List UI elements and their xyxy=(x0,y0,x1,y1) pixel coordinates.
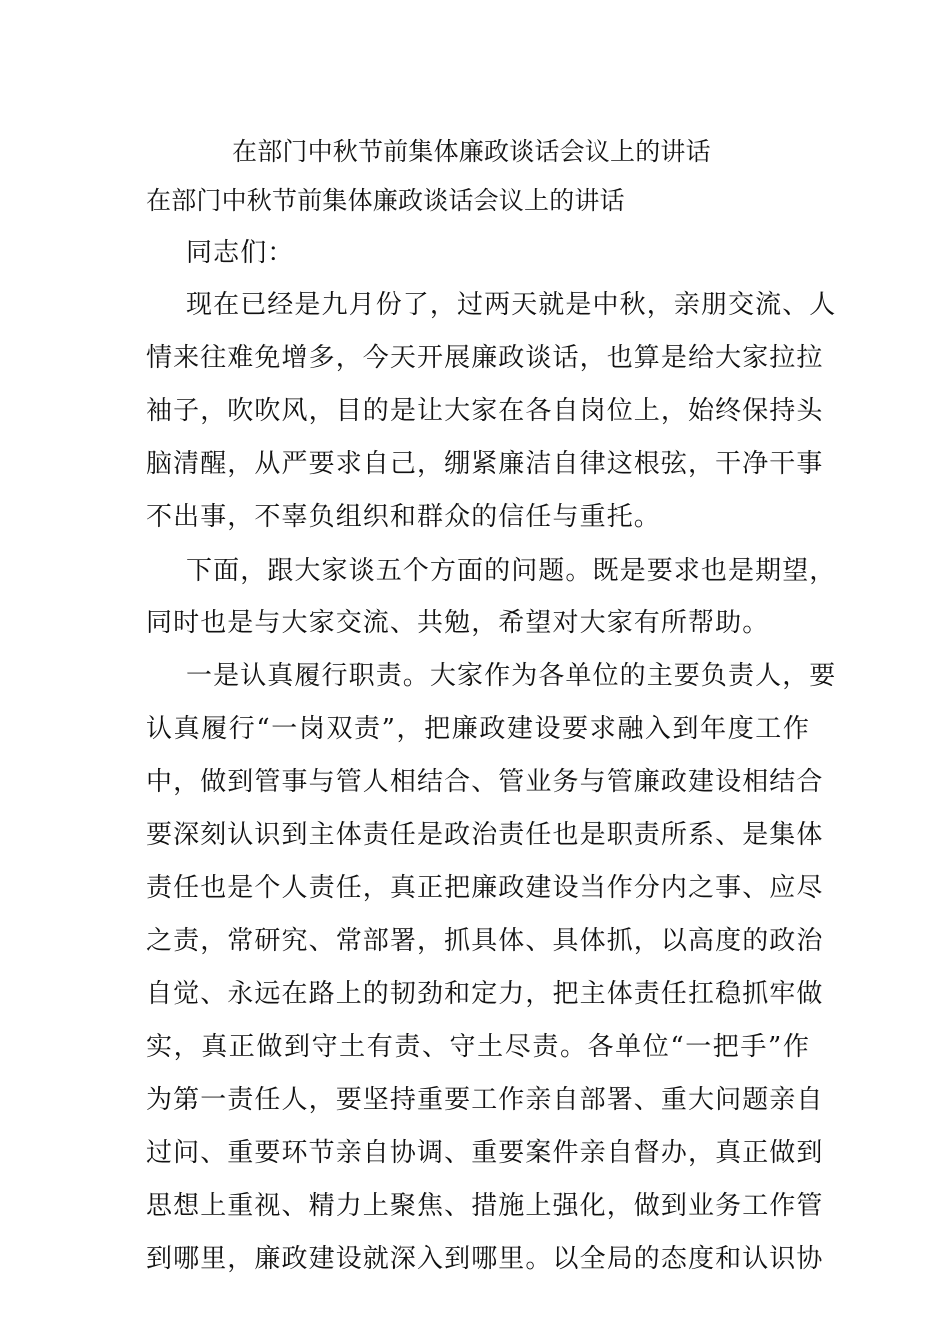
paragraph-line: 中，做到管事与管人相结合、管业务与管廉政建设相结合 xyxy=(146,767,824,797)
paragraph-line: 之责，常研究、常部署，抓具体、具体抓，以高度的政治 xyxy=(146,926,824,956)
paragraph-line: 到哪里，廉政建设就深入到哪里。以全局的态度和认识协 xyxy=(146,1244,824,1274)
paragraph-line: 情来往难免增多，今天开展廉政谈话，也算是给大家拉拉 xyxy=(146,343,824,373)
paragraph-line: 袖子，吹吹风，目的是让大家在各自岗位上，始终保持头 xyxy=(146,396,824,426)
paragraph-line: 自觉、永远在路上的韧劲和定力，把主体责任扛稳抓牢做 xyxy=(146,979,824,1009)
paragraph-line: 认真履行“一岗双责”，把廉政建设要求融入到年度工作 xyxy=(146,714,810,744)
paragraph-line: 脑清醒，从严要求自己，绷紧廉洁自律这根弦，干净干事 xyxy=(146,449,824,479)
paragraph-line: 思想上重视、精力上聚焦、措施上强化，做到业务工作管 xyxy=(146,1191,824,1221)
paragraph-line: 要深刻认识到主体责任是政治责任也是职责所系、是集体 xyxy=(146,820,824,850)
paragraph-line: 责任也是个人责任，真正把廉政建设当作分内之事、应尽 xyxy=(146,873,824,903)
paragraph-line: 一是认真履行职责。大家作为各单位的主要负责人，要 xyxy=(186,661,837,691)
paragraph-line: 实，真正做到守土有责、守土尽责。各单位“一把手”作 xyxy=(146,1032,810,1062)
salutation: 同志们： xyxy=(186,238,295,268)
paragraph-line: 不出事，不辜负组织和群众的信任与重托。 xyxy=(146,502,661,532)
document-subtitle: 在部门中秋节前集体廉政谈话会议上的讲话 xyxy=(146,186,625,215)
paragraph-line: 现在已经是九月份了，过两天就是中秋，亲朋交流、人 xyxy=(186,290,837,320)
document-title: 在部门中秋节前集体廉政谈话会议上的讲话 xyxy=(232,137,711,166)
paragraph-line: 过问、重要环节亲自协调、重要案件亲自督办，真正做到 xyxy=(146,1138,824,1168)
paragraph-line: 为第一责任人，要坚持重要工作亲自部署、重大问题亲自 xyxy=(146,1085,824,1115)
paragraph-line: 下面，跟大家谈五个方面的问题。既是要求也是期望， xyxy=(186,556,837,586)
paragraph-line: 同时也是与大家交流、共勉，希望对大家有所帮助。 xyxy=(146,608,770,638)
